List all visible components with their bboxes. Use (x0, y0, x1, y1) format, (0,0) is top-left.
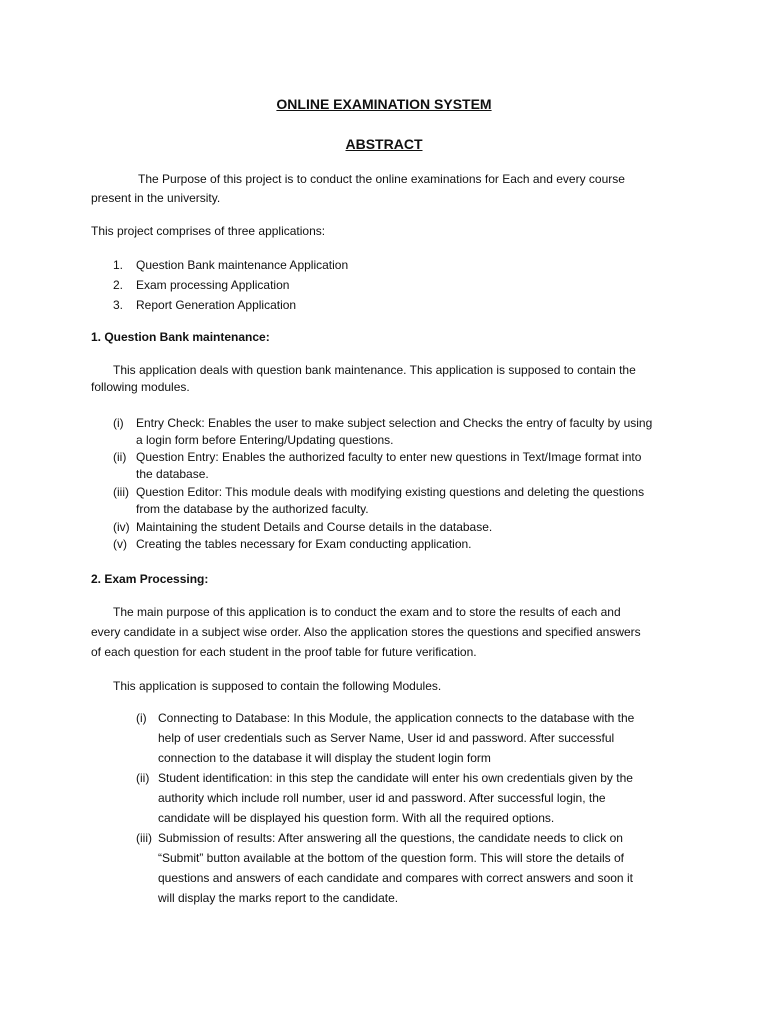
section2-modules-lead: This application is supposed to contain the following Modules. (113, 679, 442, 693)
module-number: (i) (113, 416, 124, 430)
module-line: questions and answers of each candidate and compares with correct answers and soon it (158, 871, 633, 885)
app-item-text: Report Generation Application (136, 298, 297, 312)
module-line: Connecting to Database: In this Module, the application connects to the database with the (158, 711, 635, 725)
module-line: a login form before Entering/Updating questions. (136, 433, 394, 447)
module-line: candidate will be displayed his question form. With all the required options. (158, 811, 555, 825)
module-line: authority which include roll number, user id and password. After successful login, the (158, 791, 606, 805)
module-number: (iv) (113, 520, 130, 534)
app-item-text: Exam processing Application (136, 278, 290, 292)
intro-applications-lead: This project comprises of three applications: (91, 224, 326, 238)
module-line: connection to the database it will display the student login form (158, 751, 491, 765)
app-item-text: Question Bank maintenance Application (136, 258, 349, 272)
module-number: (iii) (113, 485, 129, 499)
module-number: (iii) (136, 831, 152, 845)
module-line: Creating the tables necessary for Exam conducting application. (136, 537, 472, 551)
module-line: Entry Check: Enables the user to make subject selection and Checks the entry of faculty by using (136, 416, 653, 430)
section2-para-line-3: of each question for each student in the proof table for future verification. (91, 645, 477, 659)
section1-para-line-1: This application deals with question bank maintenance. This application is supposed to contain the (113, 363, 636, 377)
module-line: “Submit” button available at the bottom of the question form. This will store the details of (158, 851, 625, 865)
module-number: (ii) (136, 771, 150, 785)
section1-para-line-2: following modules. (91, 380, 190, 394)
intro-line-1: The Purpose of this project is to conduct the online examinations for Each and every course (138, 172, 625, 186)
app-item-number: 1. (113, 258, 124, 272)
module-line: Question Editor: This module deals with modifying existing questions and deleting the questions (136, 485, 645, 499)
module-number: (v) (113, 537, 127, 551)
module-line: will display the marks report to the candidate. (158, 891, 399, 905)
section2-para-line-1: The main purpose of this application is to conduct the exam and to store the results of each and (113, 605, 621, 619)
module-number: (i) (136, 711, 147, 725)
module-line: Student identification: in this step the candidate will enter his own credentials given by the (158, 771, 633, 785)
app-item-number: 3. (113, 298, 124, 312)
module-line: from the database by the authorized faculty. (136, 502, 369, 516)
app-item-number: 2. (113, 278, 124, 292)
section2-heading: 2. Exam Processing: (91, 572, 209, 586)
doc-title: ONLINE EXAMINATION SYSTEM (276, 96, 492, 112)
section2-para-line-2: every candidate in a subject wise order. Also the application stores the questions and specified answers (91, 625, 641, 639)
module-line: help of user credentials such as Server Name, User id and password. After successful (158, 731, 615, 745)
module-line: the database. (136, 467, 209, 481)
doc-subtitle: ABSTRACT (345, 136, 423, 152)
section1-heading: 1. Question Bank maintenance: (91, 330, 270, 344)
module-line: Submission of results: After answering all the questions, the candidate needs to click on (158, 831, 623, 845)
module-line: Maintaining the student Details and Course details in the database. (136, 520, 493, 534)
module-line: Question Entry: Enables the authorized faculty to enter new questions in Text/Image format into (136, 450, 642, 464)
intro-line-2: present in the university. (91, 191, 221, 205)
module-number: (ii) (113, 450, 127, 464)
